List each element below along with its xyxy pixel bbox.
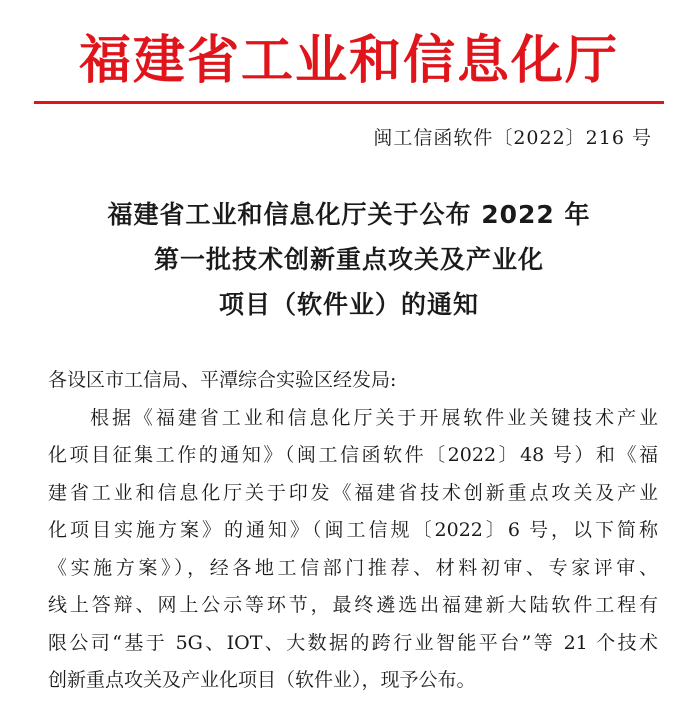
paragraph-line: 创新重点攻关及产业化项目（软件业），现予公布。: [48, 669, 476, 691]
title-line: 项目（软件业）的通知: [218, 290, 479, 319]
document-body: [48, 362, 658, 700]
document-number: 闽工信函软件〔2022〕216 号: [373, 127, 652, 149]
paragraph-line: 根据《福建省工业和信息化厅关于开展软件业关键技术产业: [90, 406, 658, 429]
document-title: [0, 192, 698, 327]
letterhead-red-rule: [34, 101, 664, 104]
title-line: 第一批技术创新重点攻关及产业化: [153, 245, 544, 274]
paragraph-line: 化项目征集工作的通知》（闽工信函软件〔2022〕48 号）和《福: [48, 444, 658, 466]
letterhead-org-name: 福建省工业和信息化厅: [78, 31, 619, 91]
paragraph-line: 《实施方案》），经各地工信部门推荐、材料初审、专家评审、: [48, 556, 658, 579]
salutation: 各设区市工信局、平潭综合实验区经发局:: [48, 369, 397, 391]
letterhead: [0, 24, 698, 98]
title-line: 福建省工业和信息化厅关于公布 2022 年: [107, 200, 591, 229]
paragraph-line: 化项目实施方案》的通知》（闽工信规〔2022〕6 号，以下简称: [48, 519, 658, 541]
paragraph-line: 限公司“基于 5G、IOT、大数据的跨行业智能平台”等 21 个技术: [48, 631, 658, 654]
paragraph-line: 线上答辩、网上公示等环节，最终遴选出福建新大陆软件工程有: [48, 594, 658, 616]
paragraph-line: 建省工业和信息化厅关于印发《福建省技术创新重点攻关及产业: [48, 481, 658, 504]
